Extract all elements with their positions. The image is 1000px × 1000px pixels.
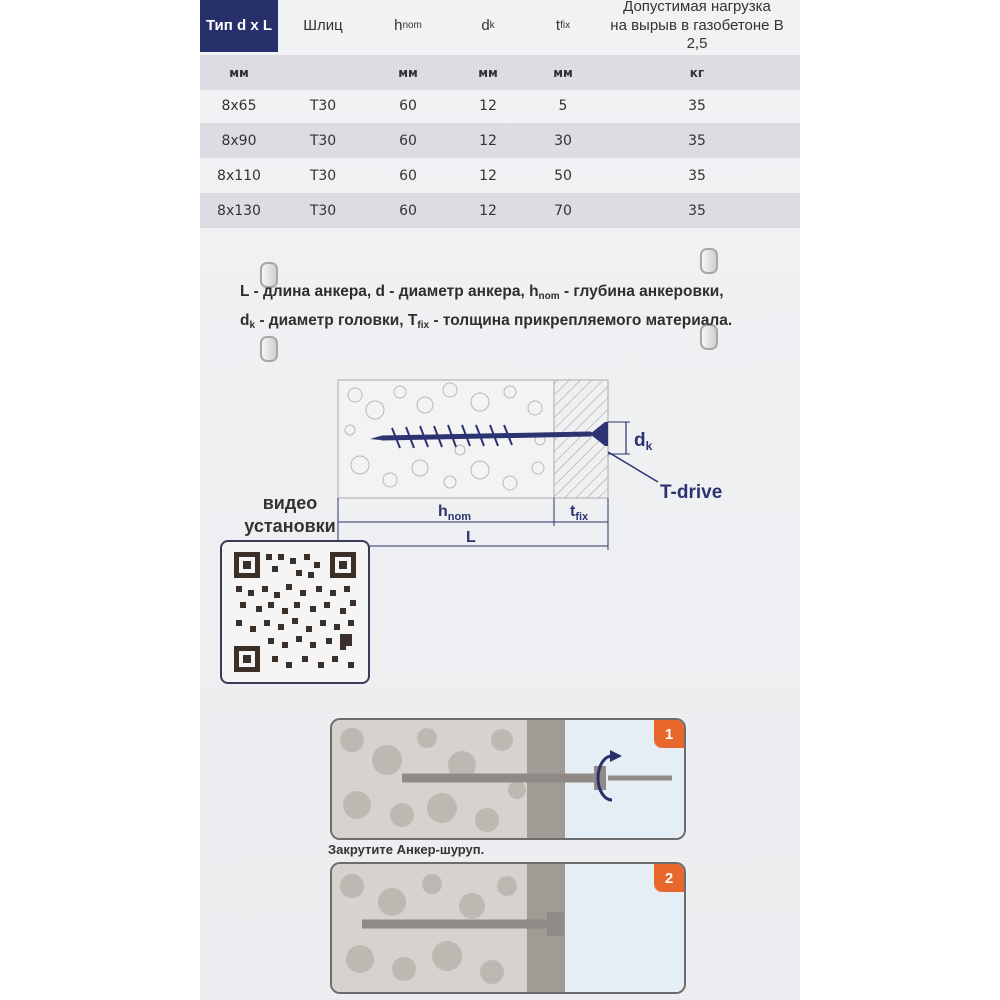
- legend-text-part: - диаметр головки, T: [255, 312, 418, 329]
- qr-code-icon[interactable]: [222, 542, 368, 682]
- video-label-line1: видео: [262, 493, 318, 513]
- header-dk: [448, 0, 528, 52]
- unit-cell: [278, 55, 368, 90]
- cell-tfix: 30: [554, 132, 572, 149]
- tfix-main: t: [570, 503, 576, 520]
- cell-slot: T30: [309, 97, 337, 114]
- table-row: [200, 123, 800, 158]
- cell-hnom: 60: [399, 167, 417, 184]
- unit-cell: мм: [553, 65, 573, 80]
- header-hnom: [368, 0, 448, 52]
- cell-slot: T30: [309, 167, 337, 184]
- background-left: [0, 0, 200, 1000]
- background-right: [800, 0, 1000, 1000]
- step1-illustration: [332, 720, 684, 838]
- legend-text-part: L - длина анкера, d - диаметр анкера, h: [240, 283, 539, 300]
- qr-code-frame[interactable]: [220, 540, 370, 684]
- hnom-main: h: [438, 503, 448, 520]
- unit-cell: мм: [478, 65, 498, 80]
- legend-sub: fix: [417, 320, 430, 331]
- product-sheet: [200, 0, 800, 1000]
- header-load: [598, 0, 796, 52]
- unit-cell: кг: [689, 65, 705, 80]
- cell-dk: 12: [479, 202, 497, 219]
- step-badge: 2: [654, 864, 684, 892]
- legend-line-2: [240, 309, 760, 338]
- hnom-label: [438, 503, 471, 523]
- table-row: [200, 193, 800, 228]
- cell-type: 8x90: [221, 132, 257, 149]
- cell-dk: 12: [479, 97, 497, 114]
- video-label-line2: установки: [244, 516, 336, 536]
- header-tfix: [528, 0, 598, 52]
- tdrive-pointer: [608, 452, 658, 482]
- cell-load: 35: [688, 167, 706, 184]
- dk-main: d: [634, 430, 646, 451]
- unit-cell: мм: [398, 65, 418, 80]
- clip-icon: [700, 248, 718, 274]
- cell-load: 35: [688, 97, 706, 114]
- step2-illustration: [332, 864, 684, 992]
- length-label: L: [466, 529, 476, 546]
- install-step-1: [330, 718, 686, 840]
- cell-load: 35: [688, 132, 706, 149]
- cell-hnom: 60: [399, 97, 417, 114]
- legend-text-part: - толщина прикрепляемого материала.: [429, 312, 733, 329]
- unit-cell: мм: [229, 65, 249, 80]
- hnom-sub: nom: [447, 511, 472, 523]
- legend-text-part: d: [240, 312, 250, 329]
- table-row: [200, 88, 800, 123]
- cell-type: 8x65: [221, 97, 257, 114]
- cell-slot: T30: [309, 132, 337, 149]
- header-tfix-sub: fix: [560, 19, 571, 31]
- header-slot: Шлиц: [303, 16, 343, 34]
- step1-caption: Закрутите Анкер-шуруп.: [328, 842, 485, 857]
- header-hnom-sub: nom: [402, 19, 422, 31]
- install-step-2: [330, 862, 686, 994]
- tfix-label: [570, 503, 589, 523]
- tfix-sub: fix: [575, 511, 589, 523]
- cell-hnom: 60: [399, 202, 417, 219]
- header-type: Тип d x L: [200, 0, 278, 52]
- legend-text-part: - глубина анкеровки,: [559, 283, 724, 300]
- header-load-line1: Допустимая нагрузка: [623, 0, 771, 15]
- dk-label: [634, 430, 653, 453]
- legend-line-1: [240, 280, 760, 309]
- header-dk-main: d: [481, 16, 490, 34]
- cell-tfix: 50: [554, 167, 572, 184]
- legend-sub: nom: [538, 291, 560, 302]
- header-hnom-main: h: [394, 16, 403, 34]
- legend-text: [240, 280, 760, 338]
- header-load-line2: на вырыв в газобетоне В 2,5: [610, 16, 784, 53]
- clip-icon: [260, 336, 278, 362]
- table-header: [200, 0, 800, 52]
- header-dk-sub: k: [489, 19, 495, 31]
- header-tfix-main: t: [555, 16, 561, 34]
- tdrive-label: T-drive: [660, 482, 723, 503]
- cell-dk: 12: [479, 167, 497, 184]
- cell-dk: 12: [479, 132, 497, 149]
- anchor-diagram: [330, 370, 750, 570]
- legend-sub: k: [249, 320, 256, 331]
- cell-type: 8x130: [217, 202, 261, 219]
- video-label: [220, 492, 360, 538]
- cell-load: 35: [688, 202, 706, 219]
- units-row: [200, 55, 800, 90]
- dk-sub: k: [645, 439, 653, 453]
- cell-slot: T30: [309, 202, 337, 219]
- cell-tfix: 70: [554, 202, 572, 219]
- table-row: [200, 158, 800, 193]
- cell-type: 8x110: [217, 167, 261, 184]
- step-badge: 1: [654, 720, 684, 748]
- cell-hnom: 60: [399, 132, 417, 149]
- cell-tfix: 5: [558, 97, 568, 114]
